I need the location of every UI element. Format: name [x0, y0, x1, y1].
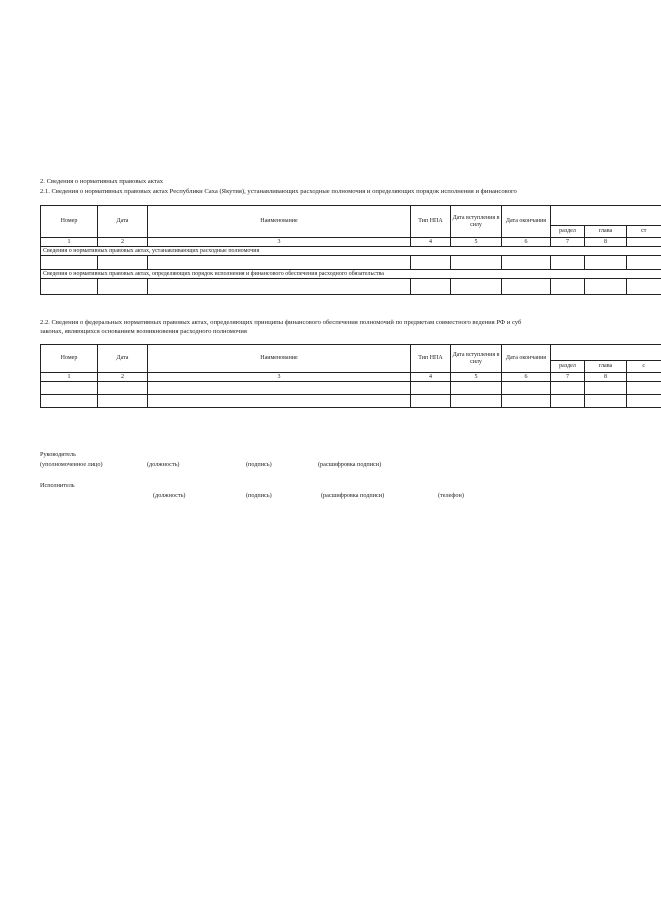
col-num-7: 7: [551, 238, 585, 247]
table-row: [41, 256, 661, 270]
col-num-1: 1: [41, 373, 98, 382]
header-end-date: Дата окончания: [502, 206, 551, 238]
header-date: Дата: [98, 206, 148, 238]
table-2-1: [40, 205, 661, 295]
header-article: с: [627, 361, 661, 373]
header-end-date: Дата окончания: [502, 345, 551, 373]
table-row: [41, 395, 661, 408]
col-num-8: 8: [585, 238, 627, 247]
group-row-procedure: Сведения о нормативных правовых актах, определяющих порядок исполнения и финансового обеспечения расходного обязательства: [41, 270, 661, 279]
header-chapter: глава: [585, 361, 627, 373]
header-entry-date: Дата вступления в силу: [451, 345, 502, 373]
table-row: [41, 382, 661, 395]
executor-decoding-caption: (расшифровка подписи): [321, 492, 385, 499]
header-article: ст: [627, 226, 661, 238]
head-position-caption: (должность): [147, 461, 180, 468]
header-number: Номер: [41, 206, 98, 238]
col-num-5: 5: [451, 373, 502, 382]
col-num-3: 3: [148, 238, 411, 247]
group-row-powers: Сведения о нормативных правовых актах, устанавливающих расходные полномочия: [41, 247, 661, 256]
header-number: Номер: [41, 345, 98, 373]
col-num-1: 1: [41, 238, 98, 247]
header-name: Наименование: [148, 345, 411, 373]
col-num-6: 6: [502, 238, 551, 247]
header-type: Тип НПА: [411, 206, 451, 238]
table-row: [41, 279, 661, 295]
subsection-2-2-title-cont: законах, являющихся основанием возникновения расходного полномочия: [40, 328, 247, 335]
table-2-2: [40, 344, 661, 408]
header-entry-date: Дата вступления в силу: [451, 206, 502, 238]
head-decoding-caption: (расшифровка подписи): [318, 461, 382, 468]
col-num-2: 2: [98, 373, 148, 382]
col-num-8: 8: [585, 373, 627, 382]
col-num-3: 3: [148, 373, 411, 382]
head-signature-caption: (подпись): [246, 461, 272, 468]
header-structure: [551, 206, 661, 226]
col-num-5: 5: [451, 238, 502, 247]
header-structure: [551, 345, 661, 361]
section-title: 2. Сведения о нормативных правовых актах: [40, 178, 164, 185]
subsection-2-2-title: 2.2. Сведения о федеральных нормативных правовых актах, определяющих принципы финансового обеспечения полномочий по предметам совместного ведения РФ и суб: [40, 319, 522, 326]
col-num-6: 6: [502, 373, 551, 382]
col-num-7: 7: [551, 373, 585, 382]
executor-phone-caption: (телефон): [438, 492, 464, 499]
col-num-4: 4: [411, 373, 451, 382]
executor-position-caption: (должность): [153, 492, 186, 499]
authorized-person-caption: (уполномоченное лицо): [40, 461, 103, 468]
header-section: раздел: [551, 226, 585, 238]
header-name: Наименование: [148, 206, 411, 238]
subsection-2-1-title: 2.1. Сведения о нормативных правовых актах Республики Саха (Якутия), устанавливающих расходные полномочия и определяющих порядок исполнения и финансового: [40, 188, 517, 195]
head-label: Руководитель: [40, 451, 76, 458]
executor-signature-caption: (подпись): [246, 492, 272, 499]
header-chapter: глава: [585, 226, 627, 238]
header-date: Дата: [98, 345, 148, 373]
executor-label: Исполнитель: [40, 482, 75, 489]
header-section: раздел: [551, 361, 585, 373]
col-num-4: 4: [411, 238, 451, 247]
header-type: Тип НПА: [411, 345, 451, 373]
col-num-2: 2: [98, 238, 148, 247]
